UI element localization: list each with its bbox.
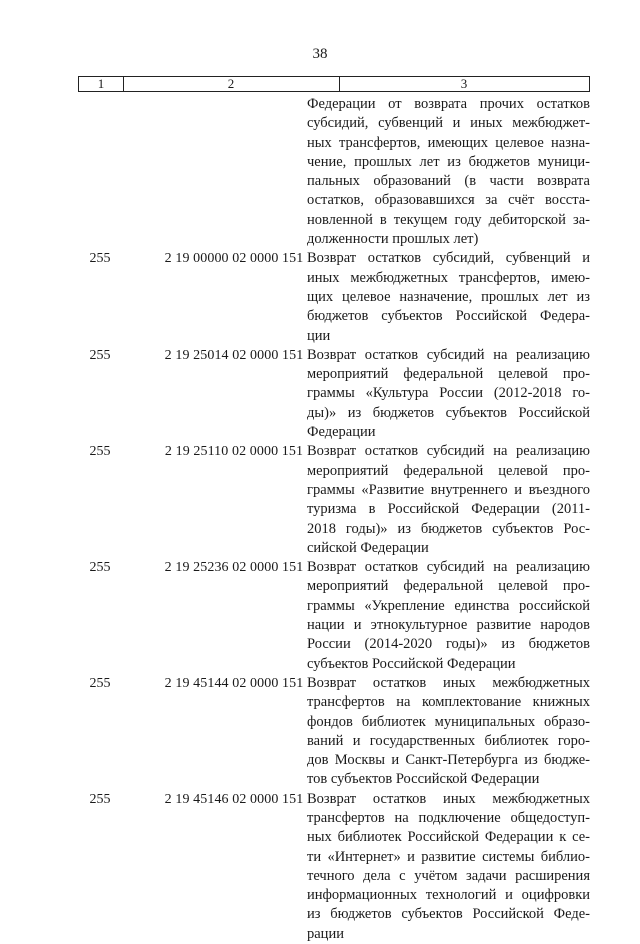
description-line: субсидий, субвенций и иных межбюджет- xyxy=(307,115,590,132)
description-line: ти «Интернет» и развитие системы библио- xyxy=(307,848,590,865)
table-body xyxy=(78,95,590,944)
description-line: сийской Федерации xyxy=(307,539,429,556)
description-line: туризма в Российской Федерации (2011- xyxy=(307,501,590,518)
description-line: граммы «Укрепление единства российской xyxy=(307,597,590,614)
description-line: иных межбюджетных трансфертов, имею- xyxy=(307,269,590,286)
table-row xyxy=(78,558,590,674)
description-line: мероприятий федеральной целевой про- xyxy=(307,366,590,383)
description-line: Федерации от возврата прочих остатков xyxy=(307,96,590,112)
budget-classification-code: 2 19 00000 02 0000 151 xyxy=(164,251,304,267)
income-description xyxy=(307,249,590,345)
description-line: Возврат остатков иных межбюджетных xyxy=(307,790,590,807)
budget-classification-code: 2 19 25110 02 0000 151 xyxy=(164,444,304,460)
description-line: ных трансфертов, имеющих целевое назна- xyxy=(307,134,590,151)
description-line: мероприятий федеральной целевой про- xyxy=(307,578,590,595)
budget-classification-code: 2 19 25236 02 0000 151 xyxy=(164,560,304,576)
income-description xyxy=(307,95,590,249)
description-line: Возврат остатков субсидий на реализацию xyxy=(307,443,590,460)
description-line: дов Москвы и Санкт-Петербурга из бюдже- xyxy=(307,752,590,769)
description-line: новленной в текущем году дебиторской за- xyxy=(307,211,590,228)
description-line: субъектов Российской Федерации xyxy=(307,655,516,672)
table-header-row xyxy=(78,76,590,92)
description-line: ных библиотек Российской Федерации к се- xyxy=(307,829,590,846)
income-description xyxy=(307,790,590,944)
description-line: из бюджетов субъектов Российской Феде- xyxy=(307,906,590,923)
description-line: чение, прошлых лет из бюджетов муници- xyxy=(307,153,590,170)
description-line: Возврат остатков иных межбюджетных xyxy=(307,674,590,691)
description-line: ды)» из бюджетов субъектов Российской xyxy=(307,404,590,421)
income-description xyxy=(307,346,590,442)
description-line: 2018 годы)» из бюджетов субъектов Рос- xyxy=(307,520,590,537)
table-row xyxy=(78,674,590,790)
description-line: щих целевое назначение, прошлых лет из xyxy=(307,288,590,305)
table-row xyxy=(78,442,590,558)
description-line: мероприятий федеральной целевой про- xyxy=(307,462,590,479)
description-line: пальных образований (в части возврата xyxy=(307,173,590,190)
income-admin-code: 255 xyxy=(89,347,111,363)
description-line: рации xyxy=(307,925,344,942)
table-header-col-2: 2 xyxy=(123,77,340,91)
income-admin-code: 255 xyxy=(89,444,111,460)
description-line: информационных технологий и оцифровки xyxy=(307,887,590,904)
description-line: ции xyxy=(307,327,331,344)
page-number: 38 xyxy=(312,46,328,62)
budget-classification-code: 2 19 45146 02 0000 151 xyxy=(164,791,304,807)
budget-classification-code: 2 19 45144 02 0000 151 xyxy=(164,675,304,691)
description-line: Возврат остатков субсидий, субвенций и xyxy=(307,250,590,267)
description-line: фондов библиотек муниципальных образо- xyxy=(307,713,590,730)
income-description xyxy=(307,442,590,558)
description-line: России (2014-2020 годы)» из бюджетов xyxy=(307,636,590,653)
budget-classification-code: 2 19 25014 02 0000 151 xyxy=(164,347,304,363)
table-header-col-1: 1 xyxy=(79,77,124,91)
description-line: нации и этнокультурное развитие народов xyxy=(307,617,590,634)
income-admin-code: 255 xyxy=(89,791,111,807)
table-row xyxy=(78,346,590,442)
description-line: трансфертов на комплектование книжных xyxy=(307,694,590,711)
table-row xyxy=(78,95,590,249)
income-description xyxy=(307,674,590,790)
description-line: долженности прошлых лет) xyxy=(307,231,479,248)
description-line: Возврат остатков субсидий на реализацию xyxy=(307,346,590,363)
description-line: трансфертов на подключение общедоступ- xyxy=(307,809,590,826)
description-line: граммы «Культура России (2012-2018 го- xyxy=(307,385,590,402)
description-line: Возврат остатков субсидий на реализацию xyxy=(307,559,590,576)
income-admin-code: 255 xyxy=(89,675,111,691)
description-line: остатков, образовавшихся за счёт восста- xyxy=(307,192,590,209)
description-line: бюджетов субъектов Российской Федера- xyxy=(307,308,590,325)
description-line: Федерации xyxy=(307,424,376,441)
description-line: граммы «Развитие внутреннего и въездного xyxy=(307,481,590,498)
table-row xyxy=(78,790,590,944)
table-row xyxy=(78,249,590,345)
description-line: тов субъектов Российской Федерации xyxy=(307,771,540,788)
income-admin-code: 255 xyxy=(89,560,111,576)
description-line: течного дела с учётом задачи расширения xyxy=(307,867,590,884)
income-admin-code: 255 xyxy=(89,251,111,267)
description-line: ваний и государственных библиотек горо- xyxy=(307,732,590,749)
income-description xyxy=(307,558,590,674)
table-header-col-3: 3 xyxy=(460,76,468,91)
